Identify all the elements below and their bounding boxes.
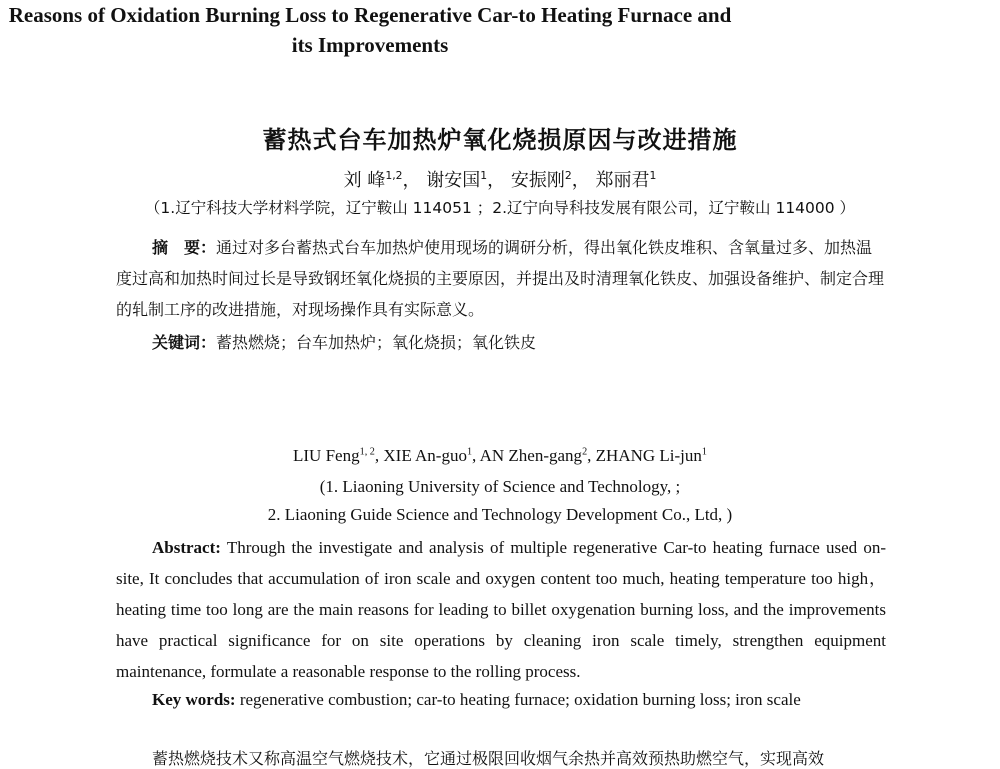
author-affil-mark: 1	[701, 446, 707, 458]
author-name: 安振刚	[510, 170, 565, 191]
chinese-keywords-text: 蓄热燃烧；台车加热炉；氧化烧损；氧化铁皮	[216, 333, 537, 352]
author-affil-mark: 1	[480, 169, 488, 182]
english-affiliation-1: (1. Liaoning University of Science and Technology, ;	[319, 477, 681, 496]
english-abstract-label: Abstract:	[152, 538, 221, 557]
author-affil-mark: 1	[649, 169, 657, 182]
english-keywords-label: Key words:	[152, 690, 236, 709]
author-separator: ，	[402, 170, 421, 191]
author-name: AN Zhen-gang	[479, 446, 583, 465]
english-affiliation-2: 2. Liaoning Guide Science and Technology Development Co., Ltd, )	[267, 505, 733, 524]
author-name: 刘 峰	[343, 170, 386, 191]
author-separator: ,	[587, 446, 596, 465]
author-affil-mark: 2	[582, 446, 588, 458]
chinese-keywords-label: 关键词：	[152, 333, 217, 352]
author-name: LIU Feng	[293, 446, 360, 465]
author-affil-mark: 1, 2	[359, 446, 375, 458]
author-affil-mark: 1,2	[385, 169, 403, 182]
chinese-abstract-text: 通过对多台蓄热式台车加热炉使用现场的调研分析，得出氧化铁皮堆积、含氧量过多、加热温度过高和加热时间过长是导致钢坯氧化烧损的主要原因，并提出及时清理氧化铁皮、加强设备维护、制定合理的轧制工序的改进措施，对现场操作具有实际意义。	[116, 238, 885, 319]
author-name: ZHANG Li-jun	[595, 446, 702, 465]
chinese-keywords	[116, 330, 922, 353]
chinese-title: 蓄热式台车加热炉氧化烧损原因与改进措施	[262, 126, 738, 154]
english-authors	[0, 446, 1000, 466]
english-abstract	[116, 532, 886, 687]
english-keywords	[116, 690, 922, 710]
author-affil-mark: 2	[564, 169, 572, 182]
chinese-authors	[0, 166, 1000, 192]
chinese-abstract	[116, 232, 886, 325]
english-abstract-text: Through the investigate and analysis of multiple regenerative Car-to heating furnace used on-site, It concludes that accumulation of iron scale and oxygen content too much, heating temperature too high，heating time too long are the main reasons for leading to billet oxygenation burning loss, and the improvements have practical significance for on site operations by cleaning iron scale timely, strengthen equipment maintenance, formulate a reasonable response to the rolling process.	[116, 538, 887, 681]
author-separator: ,	[472, 446, 480, 465]
author-affil-mark: 1	[466, 446, 473, 458]
english-title: Reasons of Oxidation Burning Loss to Regenerative Car-to Heating Furnace and its Improvements	[8, 3, 732, 57]
author-separator: ,	[374, 446, 384, 465]
english-keywords-text: regenerative combustion; car-to heating furnace; oxidation burning loss; iron scale	[239, 690, 801, 709]
chinese-abstract-label: 摘 要：	[152, 238, 217, 257]
author-separator: ，	[487, 170, 506, 191]
chinese-affiliation: （1.辽宁科技大学材料学院，辽宁鞍山 114051 ；2.辽宁向导科技发展有限公司，辽宁鞍山 114000 ）	[144, 199, 856, 217]
author-name: 郑丽君	[595, 170, 650, 191]
author-separator: ，	[571, 170, 590, 191]
author-name: XIE An-guo	[383, 446, 467, 465]
author-name: 谢安国	[426, 170, 481, 191]
body-first-line: 蓄热燃烧技术又称高温空气燃烧技术，它通过极限回收烟气余热并高效预热助燃空气，实现高效	[152, 749, 825, 768]
